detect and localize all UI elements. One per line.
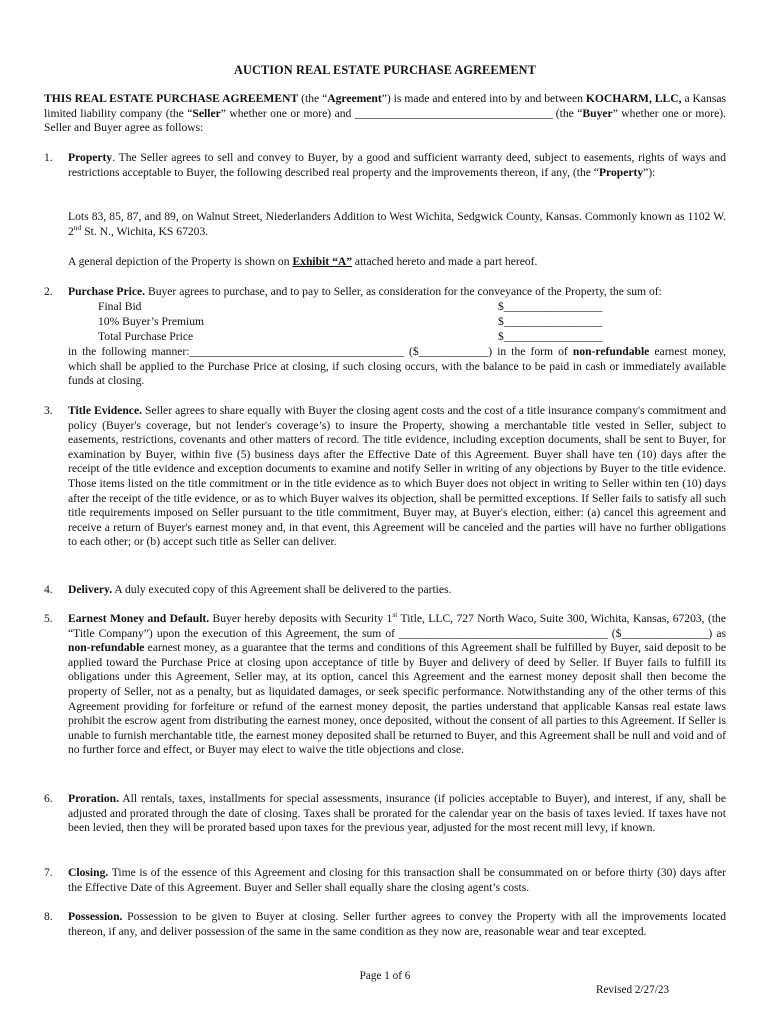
section-body: . The Seller agrees to sell and convey to Buyer, by a good and sufficient warranty deed, subject to easements, rights of ways and restrictions acceptable to Buyer, the following described real property and the improvements thereon, if any, (the “: [68, 151, 726, 179]
section-heading: Purchase Price.: [68, 285, 146, 298]
section-number: 4.: [44, 583, 53, 596]
section-body: Possession to be given to Buyer at closing. Seller further agrees to convey the Property with all the improvements located thereon, if any, and deliver possession of the same in the same condition as they now are, reasonable wear and tear excepted.: [68, 910, 726, 938]
buyer-name-blank: ______________________________________: [354, 106, 553, 120]
payment-manner: [68, 345, 726, 389]
legal-text: St. N., Wichita, KS 67203.: [81, 224, 209, 238]
section-body: ”):: [643, 165, 656, 179]
section-purchase-price: [68, 285, 726, 300]
document-title: AUCTION REAL ESTATE PURCHASE AGREEMENT: [234, 63, 536, 77]
section-number: 6.: [44, 792, 53, 805]
intro-text: (the “: [552, 106, 583, 120]
page-number: Page 1 of 6: [359, 970, 411, 982]
section-body: A duly executed copy of this Agreement shall be delivered to the parties.: [112, 583, 452, 596]
section-number: 1.: [44, 151, 53, 164]
ordinal-suffix: st: [392, 610, 398, 620]
depiction-text: attached hereto and made a part hereof.: [352, 255, 538, 268]
section-heading: Delivery.: [68, 583, 113, 596]
intro-text: a Kansas limited liability company (the “: [44, 92, 727, 120]
price-row-amount: $_________________: [498, 330, 603, 343]
section-heading: Closing.: [68, 866, 109, 879]
depiction-text: A general depiction of the Property is shown on: [68, 255, 293, 268]
section-body: All rentals, taxes, installments for special assessments, insurance (if policies acceptable to Buyer), and interest, if any, shall be adjusted and prorated through the date of closing. Taxes shall be prorated for the calendar year on the basis of taxes levied. If taxes have not been levied, then they will be prorated based upon taxes for the previous year, adjusted for the most recent mill levy, if known.: [68, 792, 726, 835]
defined-term-buyer: Buyer: [582, 106, 613, 120]
intro-paragraph: [44, 92, 726, 136]
defined-term-seller: Seller: [192, 106, 221, 120]
defined-term-property: Property: [598, 165, 644, 179]
price-row-label: Total Purchase Price: [98, 330, 194, 343]
revision-date: Revised 2/27/23: [596, 984, 670, 996]
price-row-amount: $_________________: [498, 300, 603, 313]
section-number: 8.: [44, 910, 53, 923]
section-heading: Title Evidence.: [68, 404, 142, 417]
section-earnest-money: [68, 612, 726, 758]
non-refundable-term: non-refundable: [68, 641, 145, 655]
section-possession: [68, 910, 726, 939]
depiction-note: [68, 255, 726, 270]
section-number: 7.: [44, 866, 53, 879]
seller-name: KOCHARM, LLC,: [585, 92, 682, 105]
section-body: Seller agrees to share equally with Buyer the closing agent costs and the cost of a title insurance company's commitment and policy (Buyer's coverage, but not lender's coverage’s) to insure the Property, showing a merchantable title vested in Seller, subject to easements, restrictions, covenants and other matters of record. The title evidence, including exception documents, shall be sent to Buyer, for examination by Buyer, within five (5) business days after the Effective Date of this Agreement. Buyer shall have ten (10) days after the receipt of the title evidence and exception documents to examine and notify Seller in writing of any objections by Buyer to the title evidence. Those items listed on the title commitment or in the title evidence as to which Buyer does not object in writing to Seller within ten (10) days after the receipt of the title evidence, or as to which Buyer waives its objection, shall be permitted exceptions. If Seller fails to satisfy all such title requirements imposed on Seller pursuant to the title commitment, Buyer may, at Buyer's election, either: (a) cancel this agreement and receive a return of Buyer's earnest money and, in that event, this Agreement will be canceled and the parties will have no further obligations to each other; or (b) accept such title as Seller can deliver.: [68, 404, 726, 549]
intro-text: ” whether one or more) and: [220, 106, 355, 120]
section-body: Buyer agrees to purchase, and to pay to Seller, as consideration for the conveyance of the Property, the sum of:: [145, 285, 662, 298]
exhibit-reference: Exhibit “A”: [292, 255, 353, 268]
ordinal-suffix: nd: [73, 222, 82, 232]
price-row-label: Final Bid: [98, 300, 142, 313]
legal-description: [68, 210, 726, 239]
section-title-evidence: [68, 404, 726, 550]
price-row-amount: $_________________: [498, 315, 603, 328]
section-heading: Proration.: [68, 792, 119, 805]
section-heading: Earnest Money and Default.: [68, 612, 210, 625]
intro-text: ”) is made and entered into by and between: [381, 92, 586, 105]
section-heading: Possession.: [68, 910, 123, 923]
section-property: [68, 151, 726, 180]
section-body: earnest money, as a guarantee that the terms and conditions of this Agreement shall be fulfilled by Buyer, said deposit to be applied toward the Purchase Price at closing upon acceptance of title by Buyer and delivery of deed by Seller. If Buyer fails to fulfill its obligations under this Agreement, Seller may, at its option, cancel this Agreement and the earnest money deposit shall then become the property of Seller, not as a penalty, but as liquidated damages, or seek specific performance. Notwithstanding any of the other terms of this Agreement providing for forfeiture or refund of the earnest money deposit, the parties understand that applicable Kansas real estate laws prohibit the escrow agent from distributing the earnest money, once deposited, without the consent of all parties to this Agreement. If Seller is unable to furnish merchantable title, the earnest money deposited shall be returned to Buyer, and this Agreement shall be null and void and of no further force and effect, or Buyer may elect to waive the title objections and close.: [68, 641, 726, 757]
section-number: 2.: [44, 285, 53, 298]
section-body: Time is of the essence of this Agreement and closing for this transaction shall be consummated on or before thirty (30) days after the Effective Date of this Agreement. Buyer and Seller shall equally share the closing agent’s costs.: [68, 866, 726, 894]
price-row-label: 10% Buyer’s Premium: [98, 315, 205, 328]
defined-term-agreement: Agreement: [327, 92, 382, 105]
section-delivery: [68, 583, 726, 598]
section-heading: Property: [68, 151, 113, 164]
manner-text: in the following manner:_____________________________________ ($____________) in the form of: [68, 345, 573, 358]
legal-text: Lots 83, 85, 87, and 89, on Walnut Street, Niederlanders Addition to West Wichita, Sedgwick County, Kansas. Commonly known as 1102 W. 2: [68, 210, 726, 238]
section-number: 3.: [44, 404, 53, 417]
manner-text: earnest money, which shall be applied to the Purchase Price at closing, if such closing occurs, with the balance to be paid in cash or immediately available funds at closing.: [68, 345, 727, 388]
intro-text: ” whether one or more). Seller and Buyer agree as follows:: [44, 106, 726, 135]
non-refundable-term: non-refundable: [572, 345, 650, 358]
intro-text: (the “: [298, 92, 328, 105]
intro-lead: THIS REAL ESTATE PURCHASE AGREEMENT: [44, 92, 299, 105]
section-number: 5.: [44, 612, 53, 625]
section-body: Title, LLC, 727 North Waco, Suite 300, Wichita, Kansas, 67203, (the “Title Company”) upon the execution of this Agreement, the sum of ____________________________________ ($_______________) as: [68, 612, 726, 640]
section-proration: [68, 792, 726, 836]
section-closing: [68, 866, 726, 895]
section-body: Buyer hereby deposits with Security 1: [209, 612, 393, 625]
